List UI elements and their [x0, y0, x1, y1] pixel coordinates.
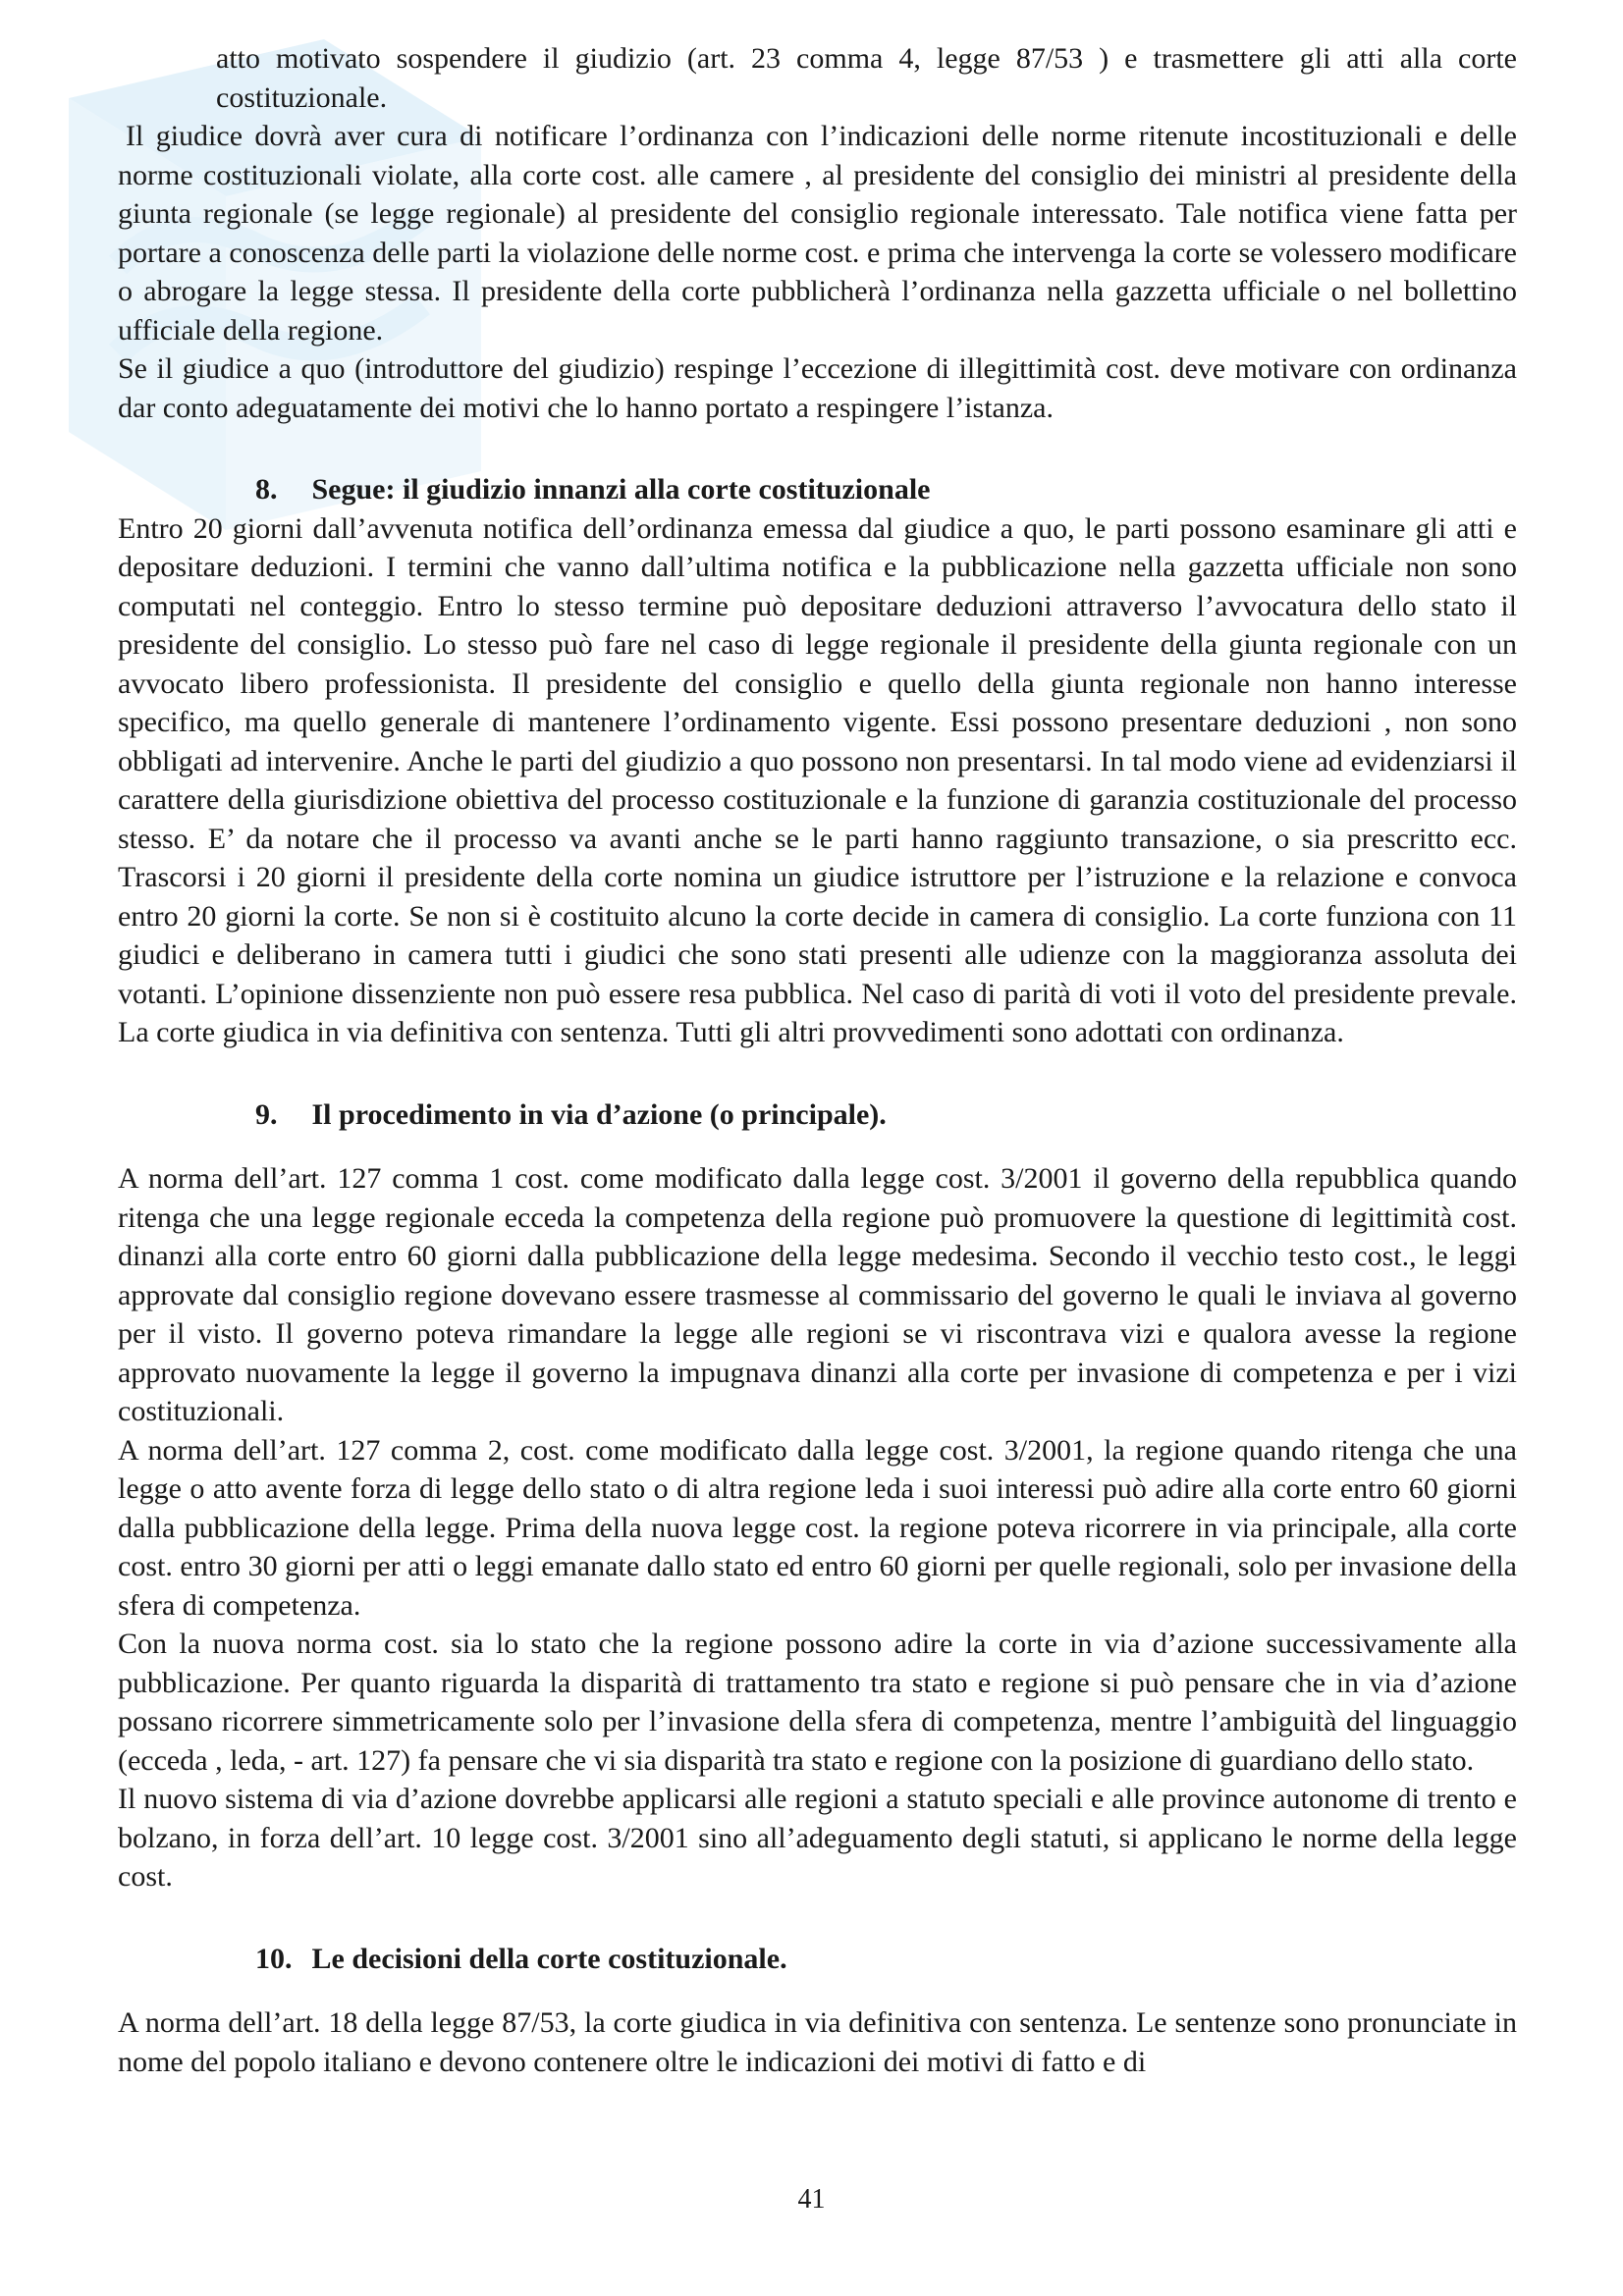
section-number: 10.: [255, 1942, 293, 1975]
paragraph: Se il giudice a quo (introduttore del giudizio) respinge l’eccezione di illegittimità cost. deve motivare con ordinanza dar conto adeguatamente dei motivi che lo hanno portato a respingere l’istanza.: [118, 352, 1517, 424]
section-title: Segue: il giudizio innanzi alla corte costituzionale: [311, 473, 931, 506]
paragraph: Con la nuova norma cost. sia lo stato che la regione possono adire la corte in via d’azione successivamente alla pubblicazione. Per quanto riguarda la disparità di trattamento tra stato e regione si può pensare che in via d’azione possano ricorrere simmetricamente solo per l’invasione della sfera di competenza, mentre l’ambiguità del linguaggio (ecceda , leda, - art. 127) fa pensare che vi sia disparità tra stato e regione con la posizione di guardiano dello stato.: [118, 1628, 1517, 1777]
paragraph: A norma dell’art. 127 comma 2, cost. come modificato dalla legge cost. 3/2001, la regione quando ritenga che una legge o atto avente forza di legge dello stato o di altra regione leda i suoi interessi può adire alla corte entro 60 giorni dalla pubblicazione della legge. Prima della nuova legge cost. la regione poteva ricorrere in via principale, alla corte cost. entro 30 giorni per atti o leggi emanate dallo stato ed entro 60 giorni per quelle regionali, solo per invasione della sfera di competenza.: [118, 1433, 1517, 1622]
section-number: 9.: [255, 1097, 278, 1131]
paragraph: Il giudice dovrà aver cura di notificare l’ordinanza con l’indicazioni delle norme ritenute incostituzionali e delle norme costituzionali violate, alla corte cost. alle camere , al presidente del consiglio dei ministri al presidente della giunta regionale (se legge regionale) al presidente del consiglio regionale interessato. Tale notifica viene fatta per portare a conoscenza delle parti la violazione delle norme cost. e prima che intervenga la corte se volessero modificare o abrogare la legge stessa. Il presidente della corte pubblicherà l’ordinanza nella gazzetta ufficiale o nel bollettino ufficiale della regione.: [118, 120, 1517, 347]
paragraph: Il nuovo sistema di via d’azione dovrebbe applicarsi alle regioni a statuto speciali e alle province autonome di trento e bolzano, in forza dell’art. 10 legge cost. 3/2001 sino all’adeguamento degli statuti, si applicano le norme della legge cost.: [118, 1783, 1517, 1893]
section-heading: [118, 470, 1517, 509]
page-number: 41: [797, 2184, 826, 2215]
section-heading: [118, 1095, 1517, 1135]
paragraph: atto motivato sospendere il giudizio (art. 23 comma 4, legge 87/53 ) e trasmettere gli atti alla corte costituzionale.: [216, 42, 1517, 114]
continued-paragraph-block: [118, 39, 1517, 117]
section-number: 8.: [255, 473, 278, 506]
document-page: [118, 39, 1517, 2081]
paragraph: A norma dell’art. 127 comma 1 cost. come modificato dalla legge cost. 3/2001 il governo della repubblica quando ritenga che una legge regionale ecceda la competenza della regione può promuovere la questione di legittimità cost. dinanzi alla corte entro 60 giorni dalla pubblicazione della legge medesima. Secondo il vecchio testo cost., le leggi approvate dal consiglio regione dovevano essere trasmesse al commissario del governo le quali le inviava al governo per il visto. Il governo poteva rimandare la legge alle regioni se vi riscontrava vizi e qualora avesse la regione approvato nuovamente la legge il governo la impugnava dinanzi alla corte per invasione di competenza e per i vizi costituzionali.: [118, 1162, 1517, 1427]
section-title: Le decisioni della corte costituzionale.: [311, 1942, 787, 1975]
section-heading: [118, 1940, 1517, 1979]
paragraph: A norma dell’art. 18 della legge 87/53, la corte giudica in via definitiva con sentenza. Le sentenze sono pronunciate in nome del popolo italiano e devono contenere oltre le indicazioni dei motivi di fatto e di: [118, 2006, 1517, 2078]
paragraph: Entro 20 giorni dall’avvenuta notifica dell’ordinanza emessa dal giudice a quo, le parti possono esaminare gli atti e depositare deduzioni. I termini che vanno dall’ultima notifica e la pubblicazione nella gazzetta ufficiale non sono computati nel conteggio. Entro lo stesso termine può depositare deduzioni attraverso l’avvocatura dello stato il presidente del consiglio. Lo stesso può fare nel caso di legge regionale il presidente della giunta regionale con un avvocato libero professionista. Il presidente del consiglio e quello della giunta regionale non hanno interesse specifico, ma quello generale di mantenere l’ordinamento vigente. Essi possono presentare deduzioni , non sono obbligati ad intervenire. Anche le parti del giudizio a quo possono non presentarsi. In tal modo viene ad evidenziarsi il carattere della giurisdizione obiettiva del processo costituzionale e la funzione di garanzia costituzionale del processo stesso. E’ da notare che il processo va avanti anche se le parti hanno raggiunto transazione, o sia prescritto ecc. Trascorsi i 20 giorni il presidente della corte nomina un giudice istruttore per l’istruzione e la relazione e convoca entro 20 giorni la corte. Se non si è costituito alcuno la corte decide in camera di consiglio. La corte funziona con 11 giudici e deliberano in camera tutti i giudici che sono stati presenti alle udienze con la maggioranza assoluta dei votanti. L’opinione dissenziente non può essere resa pubblica. Nel caso di parità di voti il voto del presidente prevale. La corte giudica in via definitiva con sentenza. Tutti gli altri provvedimenti sono adottati con ordinanza.: [118, 511, 1517, 1048]
section-title: Il procedimento in via d’azione (o principale).: [311, 1097, 887, 1131]
